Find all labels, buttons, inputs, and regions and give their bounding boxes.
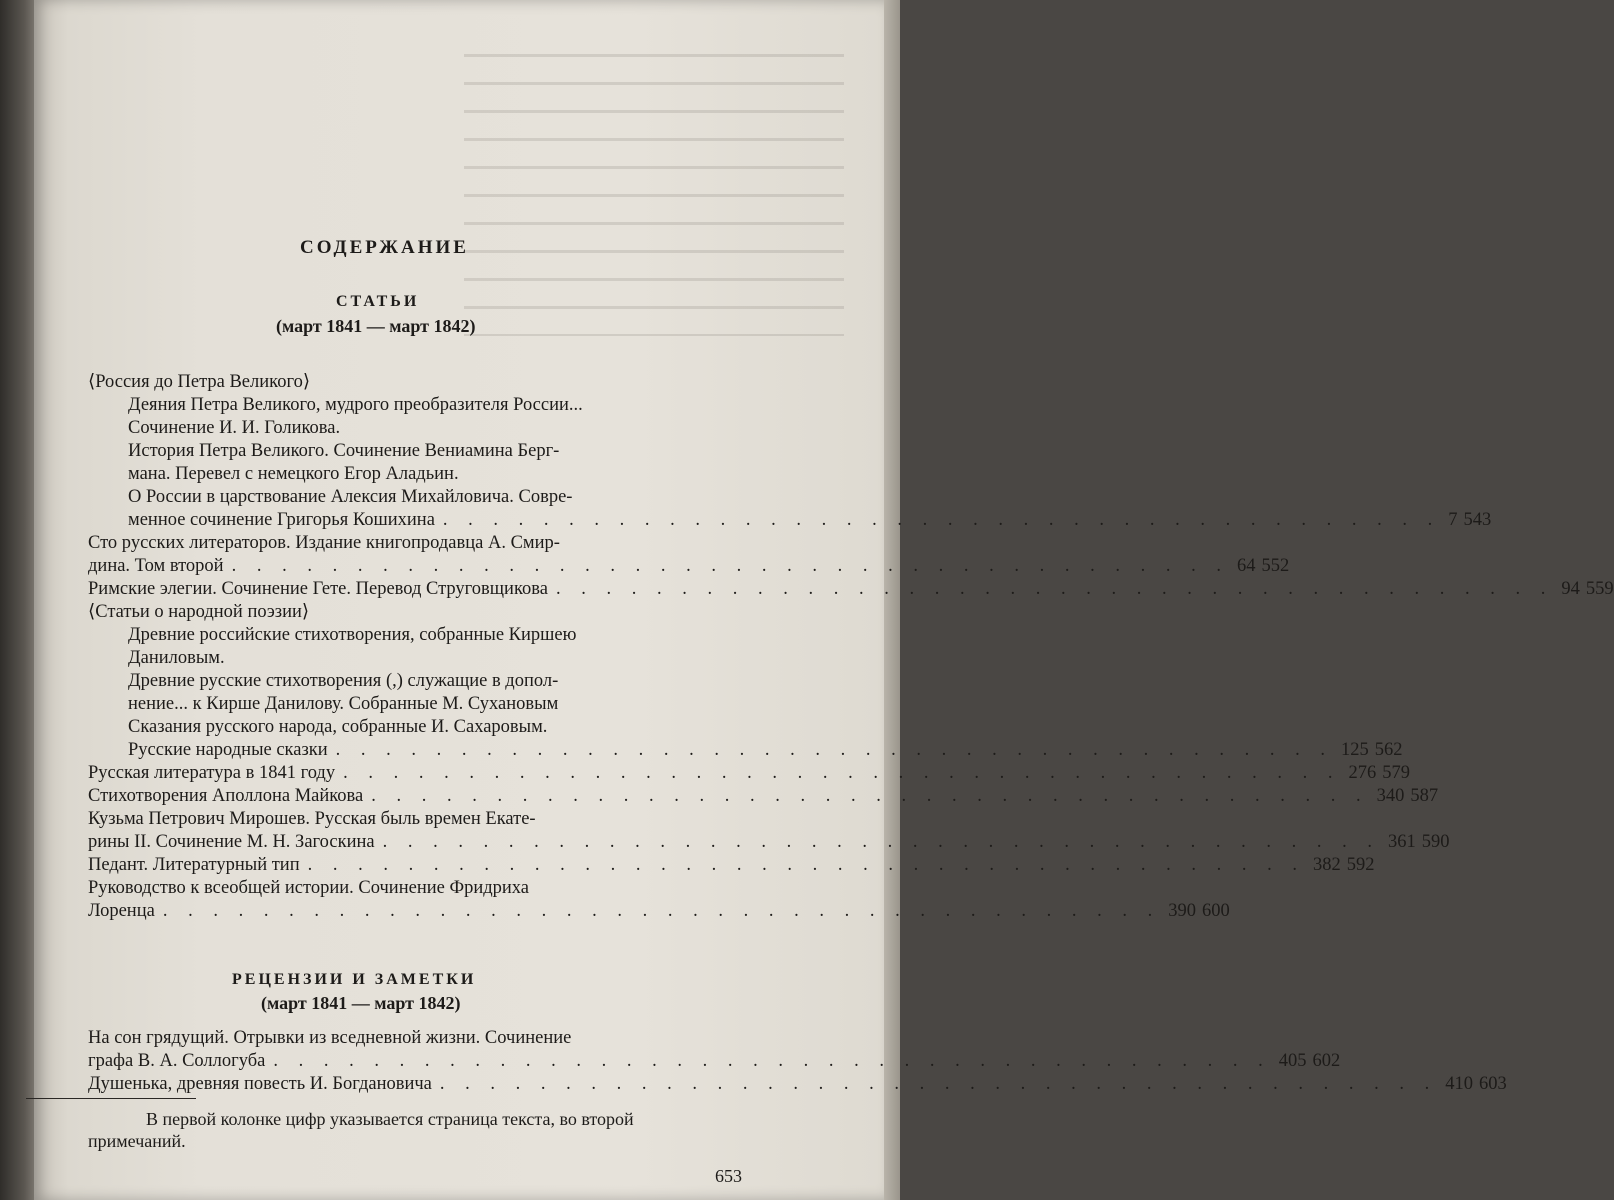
toc-entry-text: Древние российские стихотворения, собранные Киршею xyxy=(128,625,577,645)
toc-entry-text: менное сочинение Григорья Кошихина xyxy=(128,510,435,530)
toc-entry xyxy=(88,854,1375,877)
page-ref-notes: 559 xyxy=(1585,579,1614,599)
toc-entry-text: Русские народные сказки xyxy=(128,740,328,760)
dot-leader: . . . . . . . . . . . . . . . . . . . . . . . . . . . . . . . . . . . . . . . . xyxy=(231,556,1229,576)
dot-leader: . . . . . . . . . . . . . . . . . . . . . . . . . . . . . . . . . . . . . . . . xyxy=(335,740,1334,760)
footnote-rule xyxy=(26,1098,196,1099)
page-title: СОДЕРЖАНИЕ xyxy=(300,237,469,258)
page-ref-text: 94 xyxy=(1561,579,1580,599)
toc-entry xyxy=(88,601,748,624)
dot-leader: . . . . . . . . . . . . . . . . . . . . . . . . . . . . . . . . . . . . . . . . xyxy=(442,510,1441,530)
show-through-text xyxy=(464,36,844,336)
dot-leader: . . . . . . . . . . . . . . . . . . . . . . . . . . . . . . . . . . . . . . . . xyxy=(555,579,1554,599)
toc-entry-text: рины II. Сочинение М. Н. Загоскина xyxy=(88,832,375,852)
toc-entry-text: Душенька, древняя повесть И. Богдановича xyxy=(88,1074,432,1094)
toc-entry-text: Даниловым. xyxy=(128,648,225,668)
dot-leader: . . . . . . . . . . . . . . . . . . . . . . . . . . . . . . . . . . . . . . . . xyxy=(343,763,1341,783)
toc-entry-text: История Петра Великого. Сочинение Вениамина Берг- xyxy=(128,441,560,461)
toc-entry-text: О России в царствование Алексия Михайловича. Совре- xyxy=(128,487,573,507)
section-subtitle-articles: (март 1841 — март 1842) xyxy=(276,316,476,336)
toc-entry-text: Римские элегии. Сочинение Гете. Перевод Струговщикова xyxy=(88,579,548,599)
toc-entry-text: ⟨Россия до Петра Великого⟩ xyxy=(88,372,311,392)
toc-entry-text: Руководство к всеобщей истории. Сочинение Фридриха xyxy=(88,878,530,898)
toc-entry xyxy=(88,486,1492,532)
dot-leader: . . . . . . . . . . . . . . . . . . . . . . . . . . . . . . . . . . . . . . . . xyxy=(307,855,1305,875)
page-ref-text: 7 xyxy=(1448,510,1458,530)
toc-entry xyxy=(88,785,1439,808)
page-ref-notes: 579 xyxy=(1382,763,1410,783)
toc-entry xyxy=(88,1027,1341,1073)
dot-leader: . . . . . . . . . . . . . . . . . . . . . . . . . . . . . . . . . . . . . . . . xyxy=(382,832,1380,852)
toc-entry-text: Русская литература в 1841 году xyxy=(88,763,336,783)
toc-list-reviews xyxy=(88,1027,1507,1096)
page-ref-notes: 543 xyxy=(1463,510,1492,530)
page-ref-notes: 590 xyxy=(1421,832,1450,852)
toc-entry-text: ⟨Статьи о народной поэзии⟩ xyxy=(88,602,310,622)
footnote-line: примечаний. xyxy=(88,1131,186,1151)
toc-entry xyxy=(88,624,748,670)
toc-entry xyxy=(88,578,1614,601)
page-ref-text: 125 xyxy=(1341,740,1369,760)
dot-leader: . . . . . . . . . . . . . . . . . . . . . . . . . . . . . . . . . . . . . . . . xyxy=(439,1074,1438,1094)
page-ref-text: 64 xyxy=(1236,556,1256,576)
page-ref-notes: 602 xyxy=(1312,1051,1341,1071)
section-subtitle-reviews: (март 1841 — март 1842) xyxy=(261,993,461,1013)
page-ref-text: 340 xyxy=(1376,786,1405,806)
toc-entry xyxy=(88,808,1450,854)
footnote xyxy=(88,1108,728,1152)
toc-entry xyxy=(88,670,1403,762)
dot-leader: . . . . . . . . . . . . . . . . . . . . . . . . . . . . . . . . . . . . . . . . xyxy=(273,1051,1271,1071)
toc-entry-text: Стихотворения Аполлона Майкова xyxy=(88,786,364,806)
toc-entry xyxy=(88,440,748,486)
page-ref-notes: 552 xyxy=(1261,556,1290,576)
toc-entry xyxy=(88,532,1290,578)
page-ref-text: 382 xyxy=(1312,855,1341,875)
page-ref-notes: 587 xyxy=(1410,786,1439,806)
section-title-reviews: РЕЦЕНЗИИ И ЗАМЕТКИ xyxy=(232,971,477,988)
toc-entry xyxy=(88,1073,1507,1096)
toc-entry xyxy=(88,394,748,440)
page-number: 653 xyxy=(715,1166,742,1186)
toc-entry xyxy=(88,371,748,394)
toc-entry-text: Сто русских литераторов. Издание книгопродавца А. Смир- xyxy=(88,533,560,553)
page-ref-text: 410 xyxy=(1445,1074,1473,1094)
toc-entry xyxy=(88,762,1410,785)
toc-entry-text: дина. Том второй xyxy=(88,556,224,576)
page-ref-text: 390 xyxy=(1168,901,1196,921)
toc-entry-text: Деяния Петра Великого, мудрого преобразителя России... xyxy=(128,395,583,415)
toc-entry-text: Педант. Литературный тип xyxy=(88,855,300,875)
footnote-line: В первой колонке цифр указывается страница текста, во второй xyxy=(146,1109,634,1129)
section-title-articles: СТАТЬИ xyxy=(336,293,420,310)
toc-entry-text: Сказания русского народа, собранные И. Сахаровым. xyxy=(128,717,548,737)
page-ref-notes: 600 xyxy=(1201,901,1230,921)
toc-entry-text: Лоренца xyxy=(88,901,155,921)
page-ref-notes: 562 xyxy=(1374,740,1403,760)
toc-entry-text: мана. Перевел с немецкого Егор Аладьин. xyxy=(128,464,459,484)
toc-entry-text: графа В. А. Соллогуба xyxy=(88,1051,266,1071)
page-ref-text: 276 xyxy=(1348,763,1377,783)
toc-entry xyxy=(88,877,1230,923)
toc-entry-text: нение... к Кирше Данилову. Собранные М. Сухановым xyxy=(128,694,559,714)
toc-entry-text: Древние русские стихотворения (,) служащие в допол- xyxy=(128,671,559,691)
dot-leader: . . . . . . . . . . . . . . . . . . . . . . . . . . . . . . . . . . . . . . . . xyxy=(371,786,1369,806)
dot-leader: . . . . . . . . . . . . . . . . . . . . . . . . . . . . . . . . . . . . . . . . xyxy=(162,901,1161,921)
page-ref-text: 405 xyxy=(1278,1051,1307,1071)
page-ref-notes: 603 xyxy=(1479,1074,1507,1094)
toc-entry-text: Сочинение И. И. Голикова. xyxy=(128,418,341,438)
page-ref-notes: 592 xyxy=(1346,855,1375,875)
toc-entry-text: На сон грядущий. Отрывки из вседневной жизни. Сочинение xyxy=(88,1028,572,1048)
toc-entry-text: Кузьма Петрович Мирошев. Русская быль времен Екате- xyxy=(88,809,536,829)
page-ref-text: 361 xyxy=(1387,832,1416,852)
toc-list-articles xyxy=(88,371,1614,923)
